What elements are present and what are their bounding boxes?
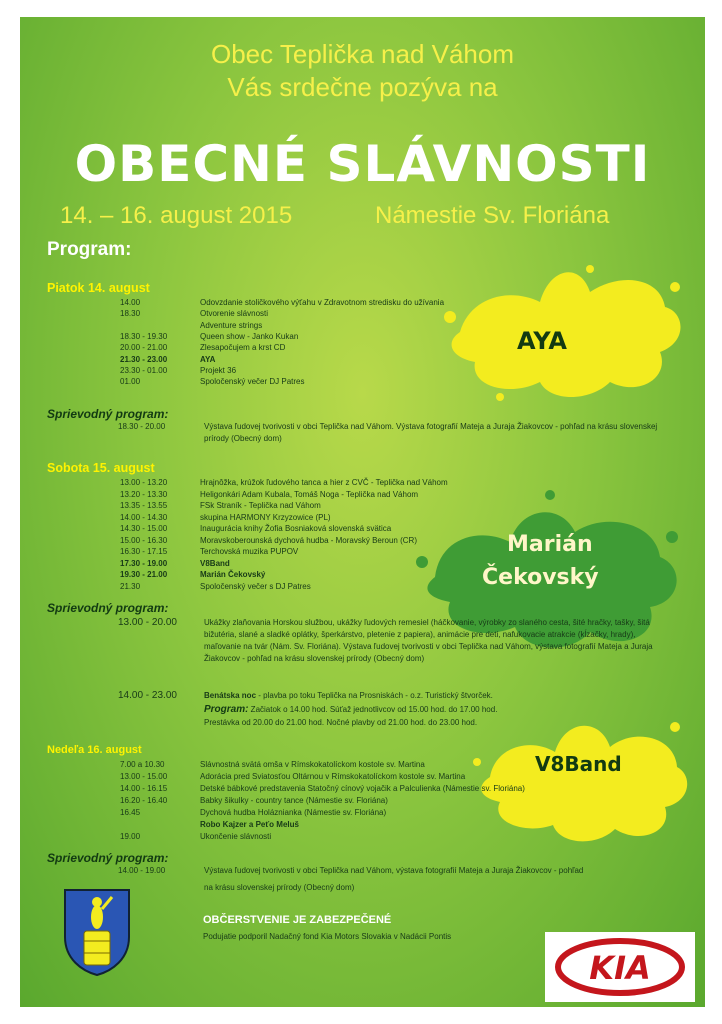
schedule-desc: Robo Kajzer a Peťo Meluš	[200, 820, 299, 829]
refreshments-heading: OBČERSTVENIE JE ZABEZPEČENÉ	[203, 914, 392, 926]
kia-logo-panel	[545, 932, 695, 1002]
schedule-desc: Projekt 36	[200, 365, 237, 375]
schedule-time: 16.30 - 17.15	[120, 547, 168, 556]
benatska-line2: Prestávka od 20.00 do 21.00 hod. Nočné plavby od 21.00 hod. do 23.00 hod.	[204, 718, 478, 727]
schedule-desc: Adorácia pred Sviatosťou Oltárnou v Rímskokatolíckom kostole sv. Martina	[200, 772, 466, 781]
sunday-side-text-2: na krásu slovenskej prírody (Obecný dom)	[204, 883, 355, 892]
schedule-time: 13.35 - 13.55	[120, 501, 168, 510]
kia-logo-text: KIA	[589, 949, 651, 987]
program-label: Program:	[47, 239, 132, 260]
schedule-desc: Otvorenie slávnosti	[200, 309, 269, 319]
schedule-desc: Detské bábkové predstavenia Statočný cínový vojačik a Palculienka (Námestie sv. Floriána)	[200, 784, 525, 793]
schedule-desc: Zlesapočujem a krst CD	[200, 343, 286, 353]
schedule-time: 21.30 - 23.00	[120, 354, 168, 364]
schedule-time: 21.30	[120, 581, 141, 591]
schedule-desc: FSk Straník - Teplička nad Váhom	[200, 501, 321, 510]
schedule-time: 19.30 - 21.00	[120, 570, 168, 579]
sunday-side-text-1: Výstava ľudovej tvorivosti v obci Teplička nad Váhom, výstava fotografií Mateja a Juraja Žiakovcov - pohľad	[204, 866, 584, 875]
schedule-time: 18.30 - 19.30	[120, 331, 168, 341]
sponsor-text: Podujatie podporil Nadačný fond Kia Motors Slovakia v Nadácii Pontis	[203, 932, 452, 941]
schedule-desc: Spoločenský večer DJ Patres	[200, 377, 305, 387]
benatska-line1: Začiatok o 14.00 hod. Súťaž jednotlivcov od 15.00 hod. do 17.00 hod.	[248, 705, 498, 714]
saturday-side1-text: Ukážky zlaňovania Horskou službou, ukážky ľudových remesiel (háčkovanie, výrobky zo slaného cesta, šité hračky, tašky, šitá bižutéria, slané a sladké oplátky, šperkárstvo, pletenie z papiera), animácie pre deti, nafukovacie atrakcie (kĺzačky, hrady), maľovanie na tvár (Nám. Sv. Floriána). Výstava ľudovej tvorivosti v obci Teplička nad Váhom, výstava fotografií Mateja a Juraja Žiakovcov - pohľad na krásu slovenskej prírody (Obecný dom)	[204, 618, 653, 663]
schedule-time: 14.00	[120, 298, 141, 307]
event-place: Námestie Sv. Floriána	[375, 202, 610, 229]
sunday-side-label: Sprievodný program:	[47, 851, 169, 865]
friday-side-time: 18.30 - 20.00	[118, 422, 166, 431]
coat-of-arms-icon	[62, 887, 132, 977]
schedule-time: 13.00 - 15.00	[120, 772, 168, 781]
band-marian-2: Čekovský	[482, 565, 599, 590]
schedule-desc: skupina HARMONY Krzyzowice (PL)	[200, 512, 331, 522]
benatska-noc-title: Benátska noc	[204, 691, 257, 700]
saturday-side2-line0	[204, 690, 684, 702]
schedule-desc: Odovzdanie stoličkového výťahu v Zdravotnom stredisku do užívania	[200, 298, 445, 307]
schedule-time: 13.20 - 13.30	[120, 489, 168, 499]
schedule-time: 17.30 - 19.00	[120, 558, 168, 568]
poster	[20, 17, 705, 1007]
friday-label: Piatok 14. august	[47, 281, 150, 295]
schedule-time: 18.30	[120, 309, 141, 319]
saturday-side2-line1	[204, 704, 684, 716]
schedule-time: 7.00 a 10.30	[120, 760, 165, 769]
benatska-noc-text: - plavba po toku Teplička na Prosniskách - o.z. Turistický štvorček.	[256, 691, 493, 700]
header-line-2: Vás srdečne pozýva na	[227, 72, 498, 102]
schedule-time: 01.00	[120, 377, 141, 387]
schedule-desc: Marián Čekovský	[200, 570, 266, 579]
schedule-time: 14.00 - 14.30	[120, 512, 168, 522]
saturday-side2-time: 14.00 - 23.00	[118, 690, 177, 701]
band-v8: V8Band	[535, 752, 622, 776]
schedule-desc: Terchovská muzika PUPOV	[200, 547, 299, 556]
schedule-desc: V8Band	[200, 558, 230, 568]
schedule-desc: Spoločenský večer s DJ Patres	[200, 581, 311, 591]
saturday-side1-time: 13.00 - 20.00	[118, 617, 177, 628]
schedule-desc: Ukončenie slávnosti	[200, 832, 272, 841]
band-marian-1: Marián	[507, 532, 593, 557]
schedule-time: 13.00 - 13.20	[120, 478, 168, 487]
schedule-desc: Dychová hudba Holáznianka (Námestie sv. Floriána)	[200, 808, 387, 817]
schedule-desc: Heligonkári Adam Kubala, Tomáš Noga - Teplička nad Váhom	[200, 489, 419, 499]
schedule-desc: Queen show - Janko Kukan	[200, 331, 299, 341]
schedule-desc: Moravskoberounská dychová hudba - Moravský Beroun (CR)	[200, 535, 417, 545]
saturday-label: Sobota 15. august	[47, 461, 155, 475]
schedule-time: 23.30 - 01.00	[120, 365, 168, 375]
schedule-time: 14.30 - 15.00	[120, 524, 168, 533]
schedule-desc: Slávnostná svätá omša v Rímskokatolíckom kostole sv. Martina	[200, 760, 425, 769]
event-dates: 14. – 16. august 2015	[60, 202, 293, 229]
schedule-desc: AYA	[200, 354, 216, 364]
sunday-label: Nedeľa 16. august	[47, 744, 142, 756]
schedule-time: 16.45	[120, 808, 141, 817]
benatska-program-label: Program:	[204, 704, 249, 715]
friday-side-text: Výstava ľudovej tvorivosti v obci Teplička nad Váhom. Výstava fotografií Mateja a Juraja Žiakovcov - pohľad na krásu slovenskej prírody (Obecný dom)	[204, 422, 658, 443]
schedule-time: 19.00	[120, 832, 141, 841]
band-aya: AYA	[517, 327, 567, 355]
schedule-time: 15.00 - 16.30	[120, 535, 168, 545]
schedule-time: 14.00 - 16.15	[120, 784, 168, 793]
event-title: OBECNÉ SLÁVNOSTI	[74, 135, 651, 193]
schedule-time: 20.00 - 21.00	[120, 343, 168, 353]
saturday-side-label: Sprievodný program:	[47, 601, 169, 615]
schedule-desc: Adventure strings	[200, 320, 263, 330]
header-line-1: Obec Teplička nad Váhom	[210, 39, 515, 69]
sunday-side-time: 14.00 - 19.00	[118, 866, 166, 875]
schedule-desc: Inaugurácia knihy Žofia Bosniaková slovenská svätica	[200, 524, 392, 533]
schedule-desc: Hrajnôžka, krúžok ľudového tanca a hier z CVČ - Teplička nad Váhom	[200, 478, 448, 487]
friday-side-label: Sprievodný program:	[47, 407, 169, 421]
schedule-desc: Babky šikulky - country tance (Námestie sv. Floriána)	[200, 796, 388, 805]
schedule-time: 16.20 - 16.40	[120, 796, 168, 805]
